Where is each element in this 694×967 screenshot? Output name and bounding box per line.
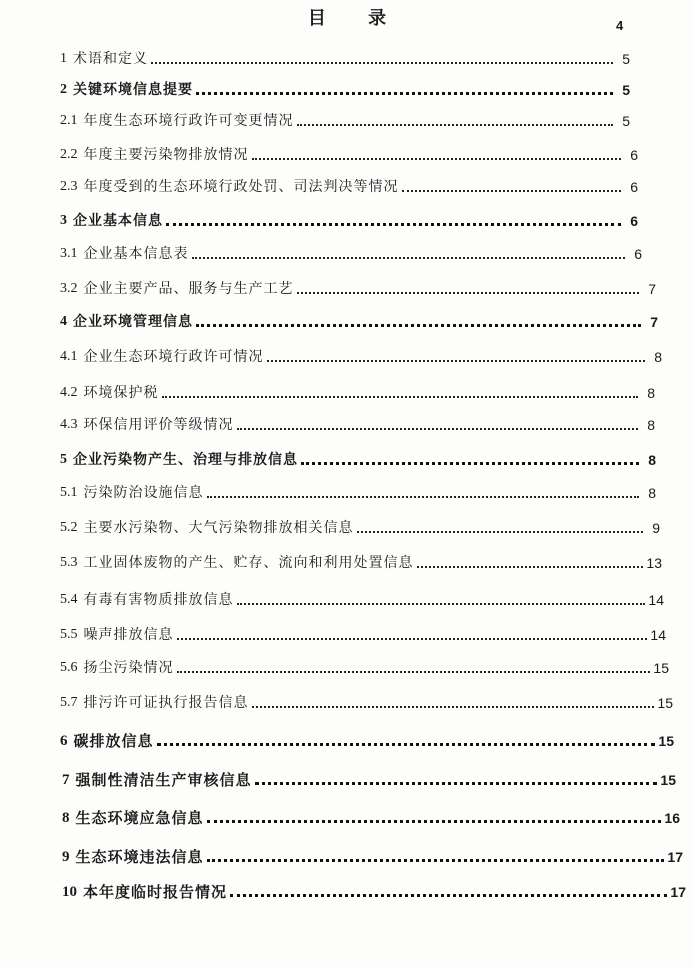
toc-entry-page: 8 — [648, 452, 656, 468]
toc-entry-page: 6 — [630, 213, 638, 229]
dot-leader — [237, 603, 646, 605]
toc-entry — [60, 140, 638, 164]
toc-entry-page: 17 — [670, 884, 686, 900]
toc-entry-page: 15 — [660, 772, 676, 788]
toc-entry-page: 17 — [667, 849, 683, 865]
toc-entry — [60, 445, 656, 469]
toc-entry-page: 9 — [652, 520, 660, 536]
dot-leader — [177, 638, 648, 640]
toc-entry-title: 企业主要产品、服务与生产工艺 — [83, 281, 294, 297]
toc-entry-number: 7 — [62, 772, 70, 788]
toc-entry-number: 5.1 — [60, 485, 78, 500]
toc-entry-page: 13 — [646, 555, 662, 571]
toc-entry-page: 16 — [664, 810, 680, 826]
toc-entry-number: 5.3 — [60, 555, 78, 570]
toc-entry — [60, 106, 630, 130]
toc-entry-title: 环保信用评价等级情况 — [83, 417, 234, 433]
dot-leader — [255, 782, 658, 785]
toc-entry-title: 企业基本信息 — [73, 213, 163, 229]
toc-entry-title: 污染防治设施信息 — [83, 485, 204, 501]
toc-entry-title: 企业生态环境行政许可情况 — [83, 349, 264, 365]
toc-entry-title: 本年度临时报告情况 — [83, 883, 228, 901]
toc-entry — [60, 206, 638, 230]
toc-entry — [60, 410, 655, 434]
toc-entry-title: 碳排放信息 — [73, 732, 154, 750]
dot-leader — [192, 257, 626, 259]
toc-entry-title: 年度生态环境行政许可变更情况 — [83, 113, 294, 129]
dot-leader — [166, 223, 621, 226]
toc-entry-number: 2.1 — [60, 113, 78, 128]
dot-leader — [417, 566, 644, 568]
toc-entry-title: 企业污染物产生、治理与排放信息 — [73, 452, 298, 468]
toc-entry-page: 8 — [654, 349, 662, 365]
toc-entry — [60, 44, 630, 68]
toc-entry — [60, 726, 674, 750]
toc-entry-page: 7 — [648, 281, 656, 297]
toc-entry-page: 8 — [647, 417, 655, 433]
toc-entry-title: 环境保护税 — [83, 385, 159, 401]
stray-page-number: 4 — [616, 18, 624, 33]
toc-entry-title: 术语和定义 — [73, 51, 148, 67]
dot-leader — [301, 462, 639, 465]
toc-entry-number: 3 — [60, 213, 67, 228]
toc-entry — [60, 620, 666, 644]
toc-entry-page: 5 — [622, 82, 630, 98]
toc-entry-number: 8 — [62, 810, 70, 826]
toc-entry — [60, 513, 660, 537]
toc-entry-page: 8 — [648, 485, 656, 501]
toc-entry-number: 5.4 — [60, 592, 78, 607]
toc-entry-title: 排污许可证执行报告信息 — [83, 695, 249, 711]
toc-entry-number: 3.2 — [60, 281, 78, 296]
dot-leader — [267, 360, 646, 362]
toc-entry-title: 年度受到的生态环境行政处罚、司法判决等情况 — [83, 179, 399, 195]
toc-entry — [60, 653, 669, 677]
toc-entry-number: 5.2 — [60, 520, 78, 535]
toc-entry-number: 9 — [62, 849, 70, 865]
toc-title: 目 录 — [307, 8, 405, 29]
toc-entry-title: 企业基本信息表 — [83, 246, 189, 262]
toc-entry-title: 生态环境违法信息 — [75, 848, 204, 866]
toc-entry-number: 10 — [62, 884, 77, 900]
toc-entry-page: 15 — [658, 733, 674, 749]
dot-leader — [177, 671, 651, 673]
toc-entry-title: 主要水污染物、大气污染物排放相关信息 — [83, 520, 354, 536]
toc-entry-number: 2 — [60, 82, 67, 97]
toc-entry-page: 14 — [650, 627, 666, 643]
toc-entry — [62, 877, 686, 901]
toc-entry-title: 有毒有害物质排放信息 — [83, 592, 234, 608]
toc-entry-number: 2.3 — [60, 179, 78, 194]
toc-entry-number: 1 — [60, 51, 67, 66]
toc-entry — [60, 548, 662, 572]
toc-entry-number: 5.5 — [60, 627, 78, 642]
toc-entry — [60, 239, 642, 263]
toc-entry-page: 6 — [630, 179, 638, 195]
toc-entry-title: 关键环境信息提要 — [73, 82, 193, 98]
toc-entry-title: 强制性清洁生产审核信息 — [75, 771, 252, 789]
dot-leader — [230, 894, 667, 897]
dot-leader — [402, 190, 622, 192]
toc-entry-number: 4.1 — [60, 349, 78, 364]
toc-entry-page: 15 — [653, 660, 669, 676]
dot-leader — [162, 396, 639, 398]
toc-entry-title: 企业环境管理信息 — [73, 314, 193, 330]
toc-entry — [62, 803, 680, 827]
toc-entry — [60, 688, 673, 712]
toc-entry — [60, 378, 655, 402]
toc-entry-number: 3.1 — [60, 246, 78, 261]
toc-entry-number: 5.6 — [60, 660, 78, 675]
toc-entry — [60, 585, 664, 609]
toc-entry-page: 6 — [634, 246, 642, 262]
toc-entry — [60, 307, 658, 331]
dot-leader — [252, 158, 622, 160]
toc-entry-number: 4.3 — [60, 417, 78, 432]
dot-leader — [297, 124, 614, 126]
toc-entry — [60, 342, 662, 366]
toc-entry-number: 5.7 — [60, 695, 78, 710]
toc-entry — [62, 765, 676, 789]
dot-leader — [207, 496, 640, 498]
toc-entry-title: 生态环境应急信息 — [75, 809, 204, 827]
toc-entry-title: 扬尘污染情况 — [83, 660, 174, 676]
toc-entry-page: 15 — [657, 695, 673, 711]
toc-entry-title: 工业固体废物的产生、贮存、流向和利用处置信息 — [83, 555, 414, 571]
dot-leader — [357, 531, 644, 533]
toc-entry — [60, 172, 638, 196]
toc-entry — [60, 478, 656, 502]
toc-entry-number: 5 — [60, 452, 67, 467]
toc-entry — [62, 842, 683, 866]
toc-entry-page: 8 — [647, 385, 655, 401]
dot-leader — [196, 324, 641, 327]
toc-entry-page: 6 — [630, 147, 638, 163]
toc-entry-number: 6 — [60, 733, 68, 749]
toc-entry-title: 年度主要污染物排放情况 — [83, 147, 249, 163]
toc-entry — [60, 75, 630, 99]
dot-leader — [207, 820, 662, 823]
dot-leader — [297, 292, 640, 294]
toc-entry-title: 噪声排放信息 — [83, 627, 174, 643]
dot-leader — [157, 743, 656, 746]
toc-entry-number: 2.2 — [60, 147, 78, 162]
dot-leader — [151, 62, 613, 64]
dot-leader — [252, 706, 655, 708]
dot-leader — [196, 92, 613, 95]
toc-entry-page: 5 — [622, 51, 630, 67]
toc-entry-page: 5 — [622, 113, 630, 129]
toc-entry-page: 7 — [650, 314, 658, 330]
toc-entry-number: 4 — [60, 314, 67, 329]
toc-entry-number: 4.2 — [60, 385, 78, 400]
toc-entry — [60, 274, 656, 298]
dot-leader — [207, 859, 665, 862]
toc-entry-page: 14 — [648, 592, 664, 608]
dot-leader — [237, 428, 639, 430]
